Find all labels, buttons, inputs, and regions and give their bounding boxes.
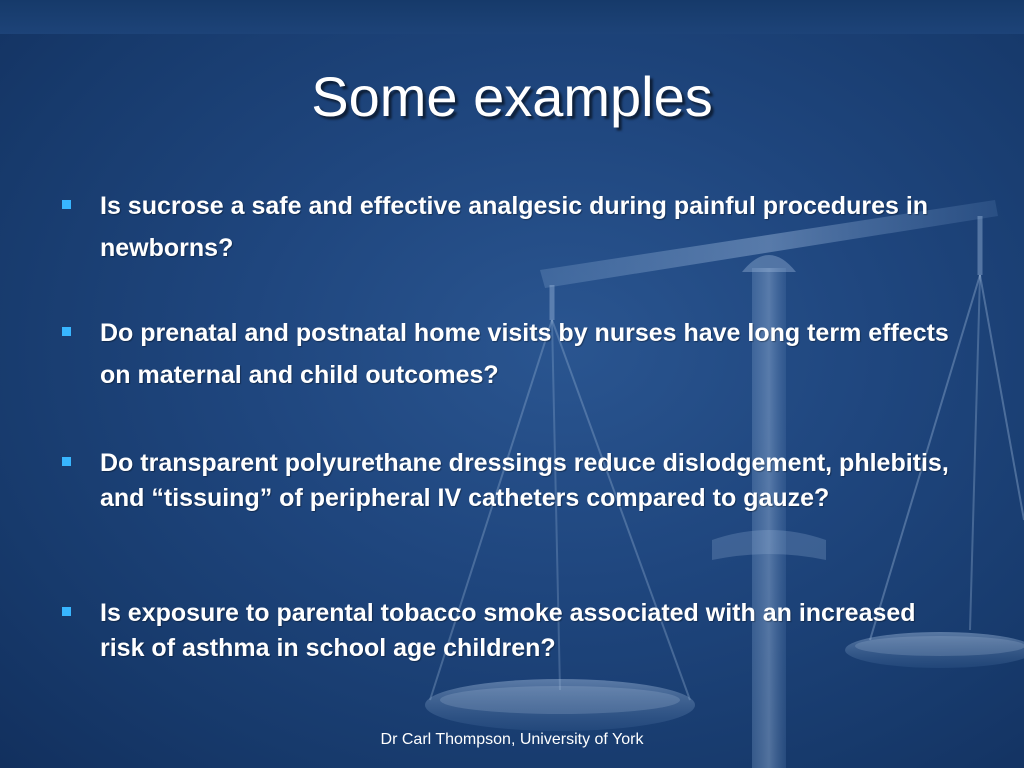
- bullet-text: Do transparent polyurethane dressings reduce dislodgement, phlebitis, and “tissuing” of peripheral IV catheters compared to gauze?: [100, 449, 949, 512]
- bullet-text: Do prenatal and postnatal home visits by nurses have long term effects on maternal and child outcomes?: [100, 319, 949, 389]
- square-bullet-icon: [62, 457, 71, 466]
- slide-footer: Dr Carl Thompson, University of York: [380, 731, 644, 748]
- slide-title: Some examples: [311, 65, 713, 128]
- square-bullet-icon: [62, 200, 71, 209]
- square-bullet-icon: [62, 607, 71, 616]
- square-bullet-icon: [62, 327, 71, 336]
- bullet-text: Is sucrose a safe and effective analgesic during painful procedures in newborns?: [100, 192, 929, 262]
- bullet-text: Is exposure to parental tobacco smoke associated with an increased risk of asthma in school age children?: [100, 599, 916, 662]
